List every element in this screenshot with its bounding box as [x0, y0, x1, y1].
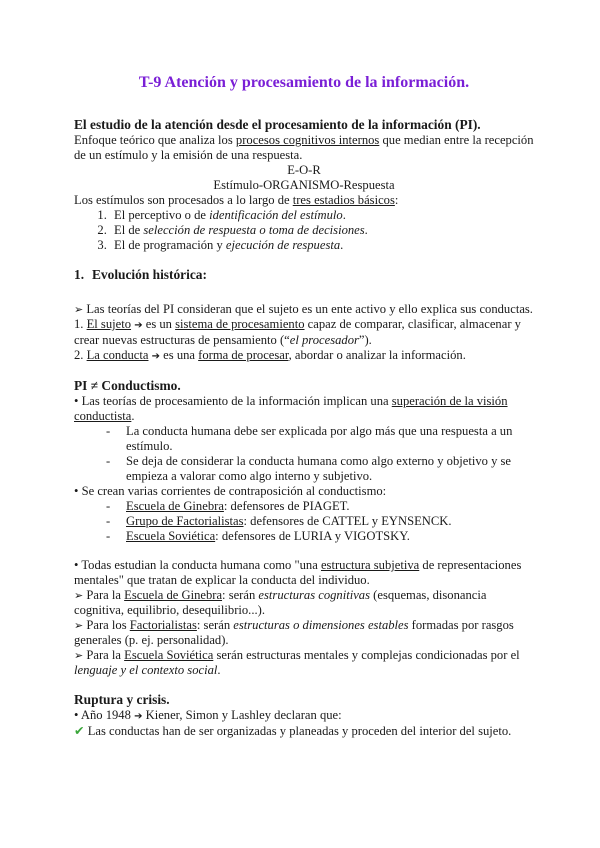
- italic-term: lenguaje y el contexto social: [74, 663, 218, 677]
- paragraph-enfoque: [74, 133, 534, 163]
- list-item: [114, 529, 534, 544]
- arrowhead-bullet-icon: ➢: [74, 649, 84, 662]
- underlined-term: estructura subjetiva: [320, 558, 420, 572]
- italic-term: el procesador: [289, 333, 359, 347]
- heading-number: 1.: [74, 267, 85, 282]
- eor-formula-expanded: Estímulo-ORGANISMO-Respuesta: [213, 178, 395, 192]
- italic-term: estructuras o dimensiones estables: [233, 618, 409, 632]
- text-run: : serán: [196, 618, 234, 632]
- paragraph-conductas-organizadas: [74, 724, 534, 739]
- text-run: .: [340, 238, 344, 252]
- text-run: Kiener, Simon y Lashley declaran que:: [142, 708, 342, 722]
- paragraph-estadios: [74, 193, 534, 208]
- text-run: Se crean varias corrientes de contraposición al conductismo:: [78, 484, 387, 498]
- text-run: Las conductas han de ser organizadas y planeadas y proceden del interior del sujeto.: [84, 724, 512, 738]
- arrow-right-icon: ➔: [134, 320, 143, 331]
- underlined-term: El sujeto: [86, 317, 132, 331]
- text-run: ”).: [358, 333, 372, 347]
- underlined-term: Escuela de Ginebra: [126, 499, 224, 513]
- text-run: El de: [114, 223, 144, 237]
- bullet-dot: •: [74, 484, 79, 498]
- paragraph-sovietica: [74, 648, 534, 678]
- text-run: .: [131, 409, 135, 423]
- paragraph-corrientes: [74, 484, 534, 499]
- list-item: [110, 208, 534, 223]
- underlined-term: Factorialistas: [129, 618, 197, 632]
- arrow-right-icon: ➔: [151, 351, 161, 362]
- list-item: [114, 499, 534, 514]
- text-run: .: [364, 223, 368, 237]
- text-run: : defensores de LURIA y VIGOTSKY.: [215, 529, 410, 543]
- text-run: Las teorías de procesamiento de la información implican una: [78, 394, 392, 408]
- text-run: :: [394, 193, 399, 207]
- stages-list: [74, 208, 534, 253]
- section-heading-conductismo: PI ≠ Conductismo.: [74, 378, 181, 393]
- text-run: : defensores de CATTEL y EYNSENCK.: [243, 514, 452, 528]
- arrowhead-bullet-icon: ➢: [74, 619, 84, 632]
- text-run: Para la: [83, 588, 125, 602]
- arrowhead-bullet-icon: ➢: [74, 589, 84, 602]
- list-item: [110, 238, 534, 253]
- text-run: formadas por rasgos generales (p. ej. personalidad).: [74, 618, 514, 647]
- text-run: .: [342, 208, 346, 222]
- paragraph-ginebra: [74, 588, 534, 618]
- italic-term: estructuras cognitivas: [258, 588, 371, 602]
- text-run: El de programación y: [114, 238, 226, 252]
- text-run: El perceptivo o de: [114, 208, 210, 222]
- arrowhead-bullet-icon: ➢: [74, 303, 84, 316]
- text-run: Año 1948: [78, 708, 135, 722]
- section-heading-ruptura: Ruptura y crisis.: [74, 692, 170, 707]
- italic-term: selección de respuesta o toma de decisiones: [143, 223, 365, 237]
- text-run: : defensores de PIAGET.: [223, 499, 350, 513]
- text-run: (esquemas, disonancia cognitiva, equilibrio, desequilibrio...).: [74, 588, 487, 617]
- text-run: que median entre la recepción de un estímulo y la emisión de una respuesta.: [74, 133, 534, 162]
- underlined-term: Escuela Soviética: [124, 648, 214, 662]
- item-number: 1.: [74, 317, 87, 331]
- text-run: Las teorías del PI consideran que el sujeto es un ente activo y ello explica sus conductas.: [83, 302, 533, 316]
- underlined-term: forma de procesar: [198, 348, 289, 362]
- underlined-term: procesos cognitivos internos: [235, 133, 380, 147]
- page-title: T-9 Atención y procesamiento de la información.: [138, 74, 470, 91]
- paragraph-factorialistas: [74, 618, 534, 648]
- text-run: : serán: [222, 588, 259, 602]
- eor-formula: E-O-R: [287, 163, 321, 177]
- text-run: Enfoque teórico que analiza los: [74, 133, 236, 147]
- text-run: Los estímulos son procesados a lo largo de: [74, 193, 293, 207]
- text-run: es un: [142, 317, 176, 331]
- list-item: - Se deja de considerar la conducta humana como algo externo y objetivo y se empieza a valorar como algo interno y subjetivo.: [114, 454, 534, 484]
- text-run: Todas estudian la conducta humana como "una: [78, 558, 321, 572]
- section-heading-pi: El estudio de la atención desde el procesamiento de la información (PI).: [74, 117, 481, 132]
- paragraph-teorias: [74, 302, 534, 317]
- list-item: - La conducta humana debe ser explicada por algo más que una respuesta a un estímulo.: [114, 424, 534, 454]
- paragraph-conducta: [74, 348, 534, 364]
- underlined-term: Grupo de Factorialistas: [126, 514, 244, 528]
- text-run: Para los: [83, 618, 130, 632]
- heading-text: Evolución histórica:: [92, 267, 207, 282]
- bullet-dot: •: [74, 708, 79, 722]
- text-run: es una: [160, 348, 199, 362]
- italic-term: identificación del estímulo: [209, 208, 343, 222]
- underlined-term: Escuela Soviética: [126, 529, 216, 543]
- check-mark-icon: ✔: [74, 724, 85, 738]
- underlined-term: tres estadios básicos: [292, 193, 395, 207]
- paragraph-sujeto: [74, 317, 534, 348]
- underlined-term: superación de la visión conductista: [74, 394, 508, 423]
- underlined-term: sistema de procesamiento: [175, 317, 305, 331]
- text-run: serán estructuras mentales y complejas condicionadas por el: [213, 648, 520, 662]
- text-run: , abordar o analizar la información.: [288, 348, 466, 362]
- arrow-right-icon: ➔: [134, 711, 143, 722]
- dash-list-conducta: [74, 424, 534, 484]
- schools-list: [74, 499, 534, 544]
- underlined-term: La conducta: [86, 348, 149, 362]
- paragraph-todas: [74, 558, 534, 588]
- paragraph-1948: [74, 708, 534, 724]
- text-run: capaz de comparar, clasificar, almacenar y crear nuevas estructuras de pensamiento (“: [74, 317, 521, 347]
- italic-term: ejecución de respuesta: [225, 238, 341, 252]
- item-number: 2.: [74, 348, 87, 362]
- section-heading-evolucion: [74, 267, 534, 282]
- bullet-dot: •: [74, 558, 79, 572]
- underlined-term: Escuela de Ginebra: [124, 588, 223, 602]
- text-run: de representaciones mentales" que tratan de explicar la conducta del individuo.: [74, 558, 522, 587]
- text-run: Para la: [83, 648, 125, 662]
- document-body: [74, 74, 534, 739]
- list-item: [110, 223, 534, 238]
- list-item: [114, 514, 534, 529]
- bullet-dot: •: [74, 394, 79, 408]
- paragraph-superacion: [74, 394, 534, 424]
- text-run: .: [217, 663, 221, 677]
